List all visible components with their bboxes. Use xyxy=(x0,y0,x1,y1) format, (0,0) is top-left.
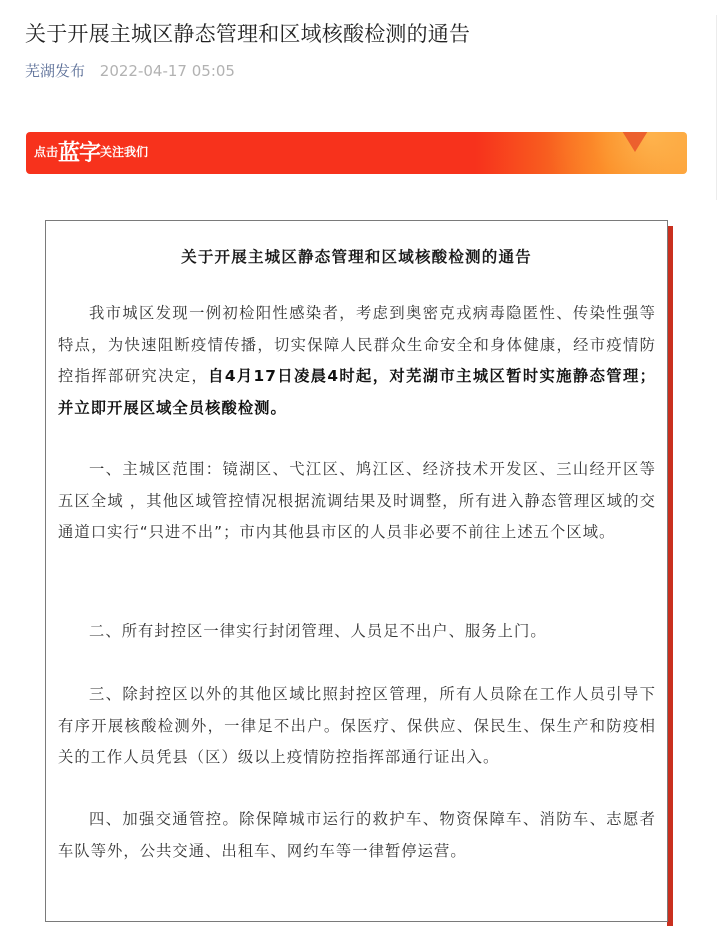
page-scrollbar[interactable] xyxy=(716,15,720,200)
section-3-paragraph: 三、除封控区以外的其他区域比照封控区管理，所有人员除在工作人员引导下有序开展核酸检测外，一律足不出户。保医疗、保供应、保民生、保生产和防疫相关的工作人员凭县（区）级以上疫情防控指挥部通行证出入。 xyxy=(58,685,656,766)
intro-bold-text: 自4月17日凌晨4时起，对芜湖市主城区暂时实施静态管理；并立即开展区域全员核酸检测。 xyxy=(58,367,656,417)
publish-date: 2022-04-17 05:05 xyxy=(99,62,235,80)
banner-text xyxy=(34,136,148,167)
author-link[interactable]: 芜湖发布 xyxy=(25,62,86,80)
intro-paragraph xyxy=(58,298,656,424)
article-title: 关于开展主城区静态管理和区域核酸检测的通告 xyxy=(25,22,471,46)
section-1-paragraph: 一、主城区范围：镜湖区、弋江区、鸠江区、经济技术开发区、三山经开区等五区全域 ，其他区域管控情况根据流调结果及时调整，所有进入静态管理区域的交通道口实行“只进不出”；市内其他县市区的人员非必要不前往上述五个区域。 xyxy=(58,460,656,541)
star-icon xyxy=(619,132,651,152)
section-4-paragraph: 四、加强交通管控。除保障城市运行的救护车、物资保障车、消防车、志愿者车队等外，公共交通、出租车、网约车等一律暂停运营。 xyxy=(58,810,656,860)
notice-document-image xyxy=(45,220,668,922)
banner-highlight: 蓝字 xyxy=(58,141,101,166)
banner-rays-decoration xyxy=(507,132,687,174)
intro-text: 我市城区发现一例初检阳性感染者，考虑到奥密克戎病毒隐匿性、传染性强等特点，为快速阻断疫情传播，切实保障人民群众生命安全和身体健康，经市疫情防控指挥部研究决定， xyxy=(58,304,656,385)
article-meta xyxy=(25,60,235,82)
document-title: 关于开展主城区静态管理和区域核酸检测的通告 xyxy=(181,248,532,266)
banner-suffix: 关注我们 xyxy=(100,145,149,159)
section-2-paragraph: 二、所有封控区一律实行封闭管理、人员足不出户、服务上门。 xyxy=(89,622,547,640)
follow-us-banner[interactable] xyxy=(26,132,687,174)
banner-prefix: 点击 xyxy=(34,145,59,159)
